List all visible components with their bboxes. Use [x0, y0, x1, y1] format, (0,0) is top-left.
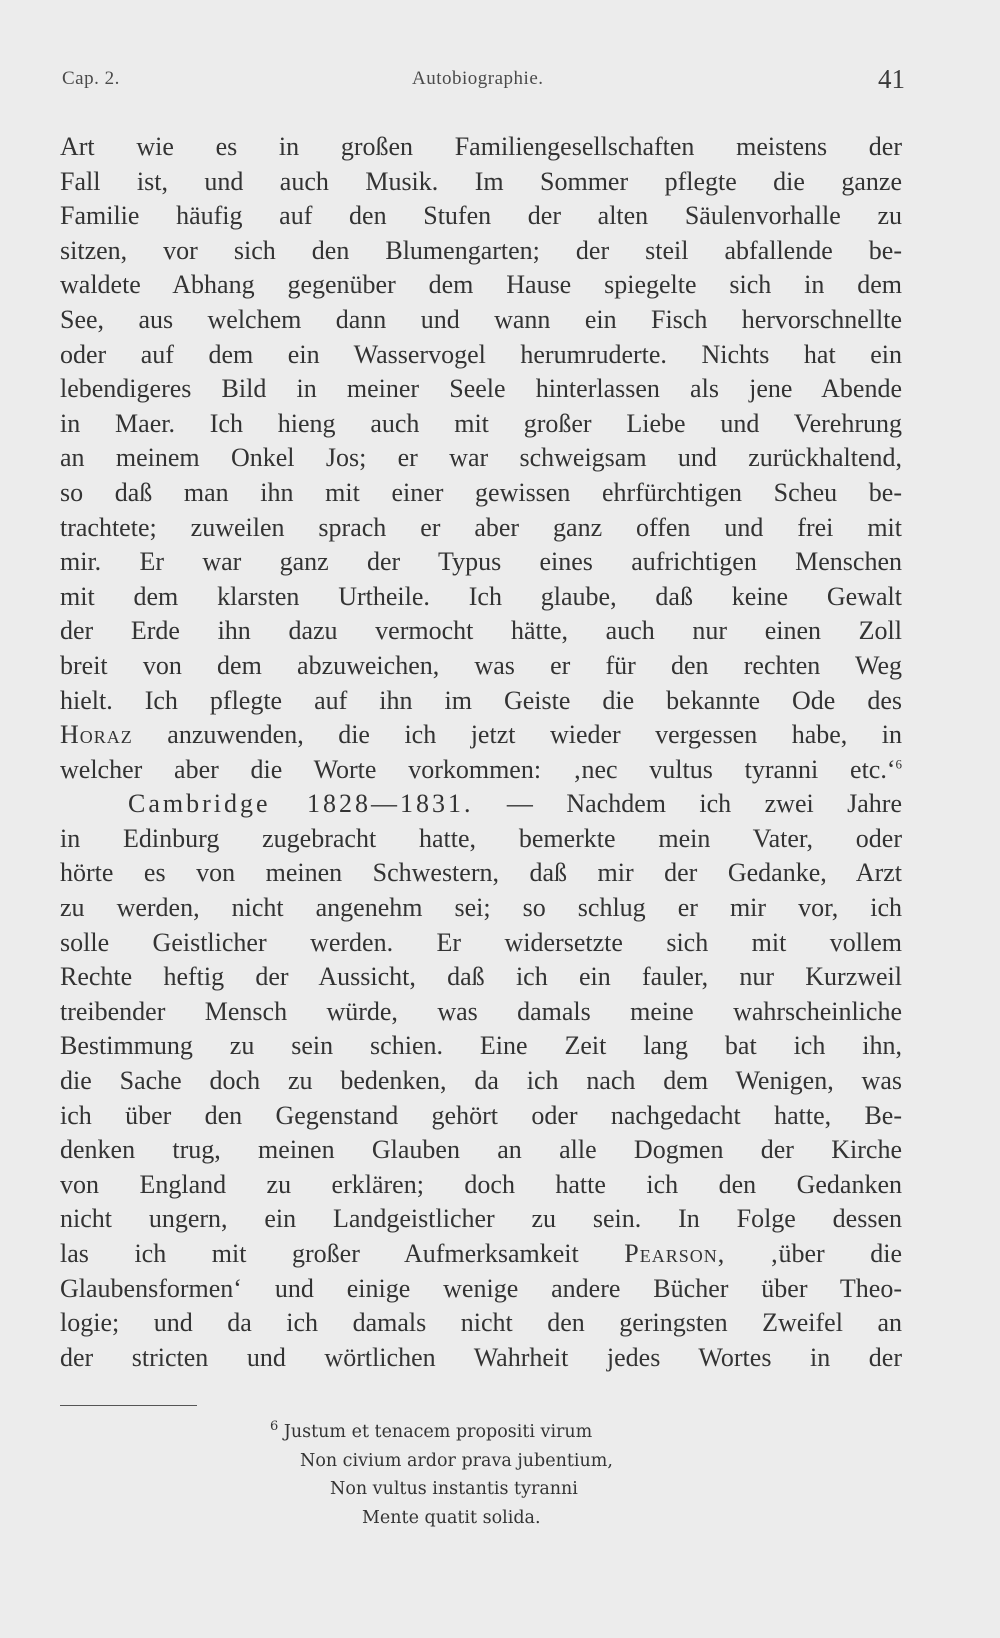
- footnote-reference: 6: [895, 756, 902, 772]
- text-line: in Maer. Ich hieng auch mit großer Liebe und Verehrung: [60, 408, 902, 438]
- section-start-line: [60, 787, 902, 822]
- text-segment: , ‚über die: [717, 1239, 902, 1268]
- footnote-divider: [60, 1405, 197, 1406]
- page-number: 41: [878, 64, 905, 94]
- footnote-text: Justum et tenacem propositi virum: [283, 1422, 593, 1442]
- body-text: [60, 130, 902, 1375]
- text-line: an meinem Onkel Jos; er war schweigsam und zurückhaltend,: [60, 443, 902, 473]
- text-line: hörte es von meinen Schwestern, daß mir der Gedanke, Arzt: [60, 858, 902, 888]
- text-line: treibender Mensch würde, was damals meine wahrscheinliche: [60, 996, 902, 1026]
- text-line: oder auf dem ein Wasservogel herumruderte. Nichts hat ein: [60, 339, 902, 369]
- text-line: Art wie es in großen Familiengesellschaften meistens der: [60, 132, 902, 161]
- author-name-horaz: Horaz: [60, 720, 133, 750]
- footnote-line: [270, 1418, 710, 1447]
- text-line: [60, 1237, 902, 1272]
- footnote-line: Non vultus instantis tyranni: [330, 1479, 578, 1499]
- running-title: Autobiographie.: [412, 68, 544, 89]
- text-segment: — Nachdem ich zwei Jahre: [506, 789, 902, 819]
- text-line: Fall ist, und auch Musik. Im Sommer pflegte die ganze: [60, 166, 902, 196]
- chapter-label: Cap. 2.: [62, 68, 120, 89]
- section-heading-spaced: Cambridge 1828—1831.: [128, 789, 474, 819]
- text-line: See, aus welchem dann und wann ein Fisch hervorschnellte: [60, 304, 902, 334]
- text-line: Bestimmung zu sein schien. Eine Zeit lang bat ich ihn,: [60, 1031, 902, 1061]
- text-line: solle Geistlicher werden. Er widersetzte sich mit vollem: [60, 927, 902, 957]
- text-line: breit von dem abzuweichen, was er für den rechten Weg: [60, 650, 902, 680]
- text-line: denken trug, meinen Glauben an alle Dogmen der Kirche: [60, 1135, 902, 1165]
- text-line: mir. Er war ganz der Typus eines aufrichtigen Menschen: [60, 547, 902, 577]
- text-line: sitzen, vor sich den Blumengarten; der steil abfallende be-: [60, 235, 902, 265]
- page-header: [62, 62, 905, 102]
- text-line: [60, 718, 902, 753]
- text-line: logie; und da ich damals nicht den geringsten Zweifel an: [60, 1308, 902, 1338]
- text-segment: anzuwenden, die ich jetzt wieder vergessen habe, in: [167, 720, 902, 750]
- text-line: Glaubensformen‘ und einige wenige andere Bücher über Theo-: [60, 1273, 902, 1303]
- text-line: so daß man ihn mit einer gewissen ehrfürchtigen Scheu be-: [60, 477, 902, 507]
- text-line: waldete Abhang gegenüber dem Hause spiegelte sich in dem: [60, 270, 902, 300]
- footnote: [270, 1418, 710, 1532]
- text-line: der stricten und wörtlichen Wahrheit jedes Wortes in der: [60, 1342, 902, 1372]
- text-line: nicht ungern, ein Landgeistlicher zu sein. In Folge dessen: [60, 1204, 902, 1234]
- text-line: in Edinburg zugebracht hatte, bemerkte mein Vater, oder: [60, 823, 902, 853]
- text-segment: las ich mit großer Aufmerksamkeit: [60, 1239, 579, 1268]
- footnote-line: Non civium ardor prava jubentium,: [300, 1450, 613, 1471]
- text-line: Rechte heftig der Aussicht, daß ich ein fauler, nur Kurzweil: [60, 962, 902, 992]
- text-segment: welcher aber die Worte vorkommen: ‚nec vultus tyranni etc.‘: [60, 754, 896, 784]
- text-line: der Erde ihn dazu vermocht hätte, auch nur einen Zoll: [60, 616, 902, 646]
- text-line: trachtete; zuweilen sprach er aber ganz offen und frei mit: [60, 512, 902, 542]
- text-line: [60, 753, 902, 788]
- text-line: von England zu erklären; doch hatte ich den Gedanken: [60, 1169, 902, 1199]
- text-line: Familie häufig auf den Stufen der alten Säulenvorhalle zu: [60, 201, 902, 231]
- text-line: zu werden, nicht angenehm sei; so schlug er mir vor, ich: [60, 893, 902, 923]
- text-line: lebendigeres Bild in meiner Seele hinterlassen als jene Abende: [60, 374, 902, 404]
- author-name-pearson: Pearson: [624, 1239, 718, 1268]
- text-line: die Sache doch zu bedenken, da ich nach dem Wenigen, was: [60, 1066, 902, 1096]
- footnote-marker: 6: [270, 1419, 279, 1435]
- text-line: mit dem klarsten Urtheile. Ich glaube, daß keine Gewalt: [60, 581, 902, 611]
- footnote-line: Mente quatit solida.: [362, 1507, 541, 1528]
- text-line: ich über den Gegenstand gehört oder nachgedacht hatte, Be-: [60, 1100, 902, 1130]
- text-line: hielt. Ich pflegte auf ihn im Geiste die bekannte Ode des: [60, 685, 902, 715]
